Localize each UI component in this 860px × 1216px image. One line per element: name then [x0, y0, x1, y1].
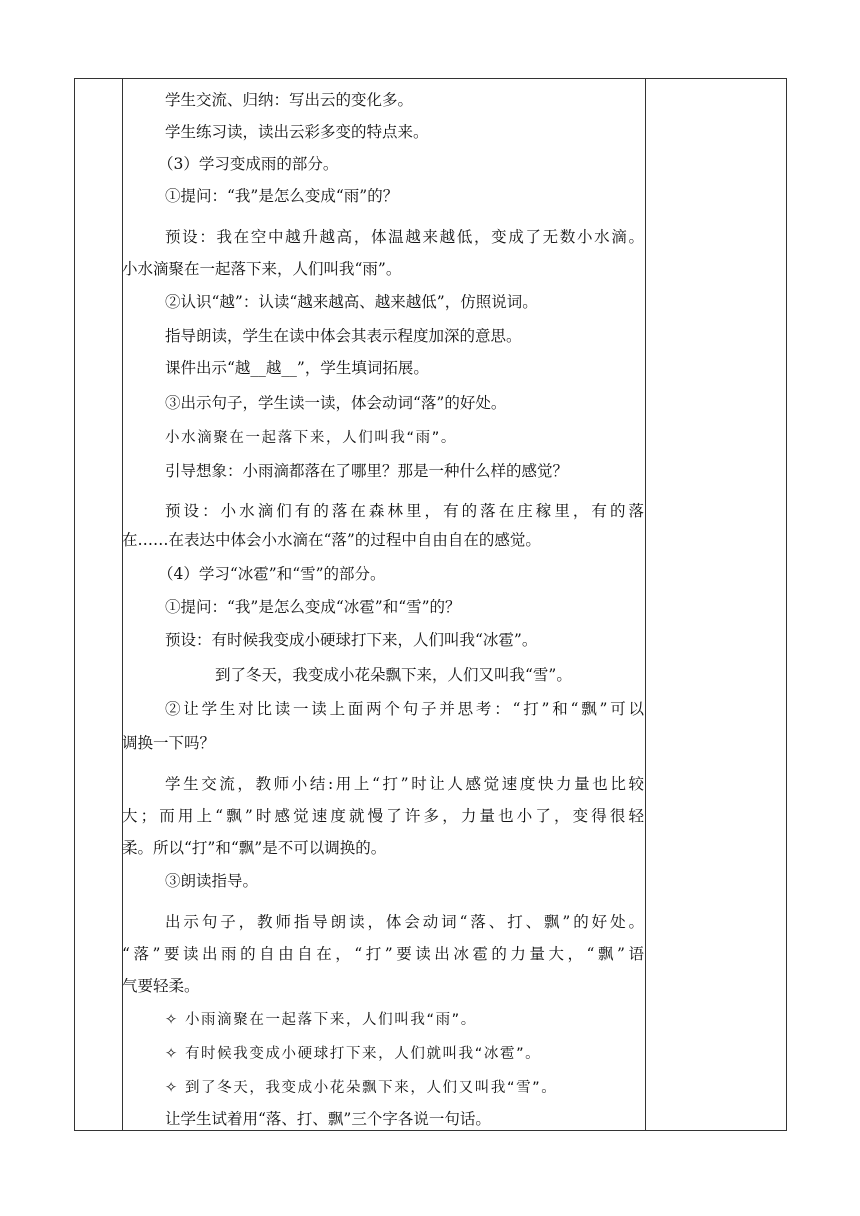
text-line: 指导朗读，学生在读中体会其表示程度加深的意思。 [165, 327, 522, 345]
text-line: 在……在表达中体会小水滴在“落”的过程中自由自在的感觉。 [122, 531, 541, 549]
text-line: 出示句子，教师指导朗读，体会动词“落、打、飘”的好处。 [165, 913, 644, 931]
text-line: “落”要读出雨的自由自在，“打”要读出冰雹的力量大，“飘”语 [122, 945, 644, 963]
text-line: ①提问：“我”是怎么变成“雨”的？ [165, 187, 399, 205]
text-line: 预设：小水滴们有的落在森林里，有的落在庄稼里，有的落 [165, 502, 644, 520]
text-line: ③出示句子，学生读一读，体会动词“落”的好处。 [165, 394, 507, 412]
text-line: 调换一下吗？ [122, 734, 216, 752]
text-line: 小水滴聚在一起落下来，人们叫我“雨”。 [165, 430, 457, 446]
text-line: （3）学习变成雨的部分。 [158, 155, 339, 173]
text-line: ②认识“越”：认读“越来越高、越来越低”，仿照说词。 [165, 293, 538, 311]
text-line: 课件出示“越__越__”，学生填词拓展。 [165, 359, 429, 377]
column-divider [645, 79, 646, 1130]
text-line: 大；而用上“飘”时感觉速度就慢了许多，力量也小了，变得很轻 [122, 807, 644, 825]
text-line: 让学生试着用“落、打、飘”三个字各说一句话。 [165, 1110, 491, 1128]
text-line: ①提问：“我”是怎么变成“冰雹”和“雪”的？ [165, 598, 461, 616]
text-line: 引导想象：小雨滴都落在了哪里？那是一种什么样的感觉？ [165, 462, 569, 480]
text-line: 学生交流，教师小结:用上“打”时让人感觉速度快力量也比较 [165, 775, 644, 793]
text-line: 预设：我在空中越升越高，体温越来越低，变成了无数小水滴。 [165, 228, 644, 246]
lesson-content-cell [122, 78, 644, 1131]
text-line: 小水滴聚在一起落下来，人们叫我“雨”。 [122, 260, 402, 278]
text-line: 学生练习读，读出云彩多变的特点来。 [165, 123, 429, 141]
text-line: ✧ 到了冬天，我变成小花朵飘下来，人们又叫我“雪”。 [165, 1080, 558, 1096]
text-line: （4）学习“冰雹”和“雪”的部分。 [158, 565, 386, 583]
text-line: ②让学生对比读一读上面两个句子并思考：“打”和“飘”可以 [165, 700, 644, 718]
text-line: ③朗读指导。 [165, 872, 259, 890]
text-line: 预设：有时候我变成小硬球打下来，人们叫我“冰雹”。 [165, 631, 538, 649]
text-line: 到了冬天，我变成小花朵飘下来，人们又叫我“雪”。 [215, 666, 572, 684]
text-line: 学生交流、归纳：写出云的变化多。 [165, 91, 414, 109]
text-line: 气要轻柔。 [122, 977, 200, 995]
text-line: ✧ 有时候我变成小硬球打下来，人们就叫我“冰雹”。 [165, 1046, 542, 1062]
text-line: ✧ 小雨滴聚在一起落下来，人们叫我“雨”。 [165, 1012, 477, 1028]
text-line: 柔。所以“打”和“飘”是不可以调换的。 [122, 839, 387, 857]
